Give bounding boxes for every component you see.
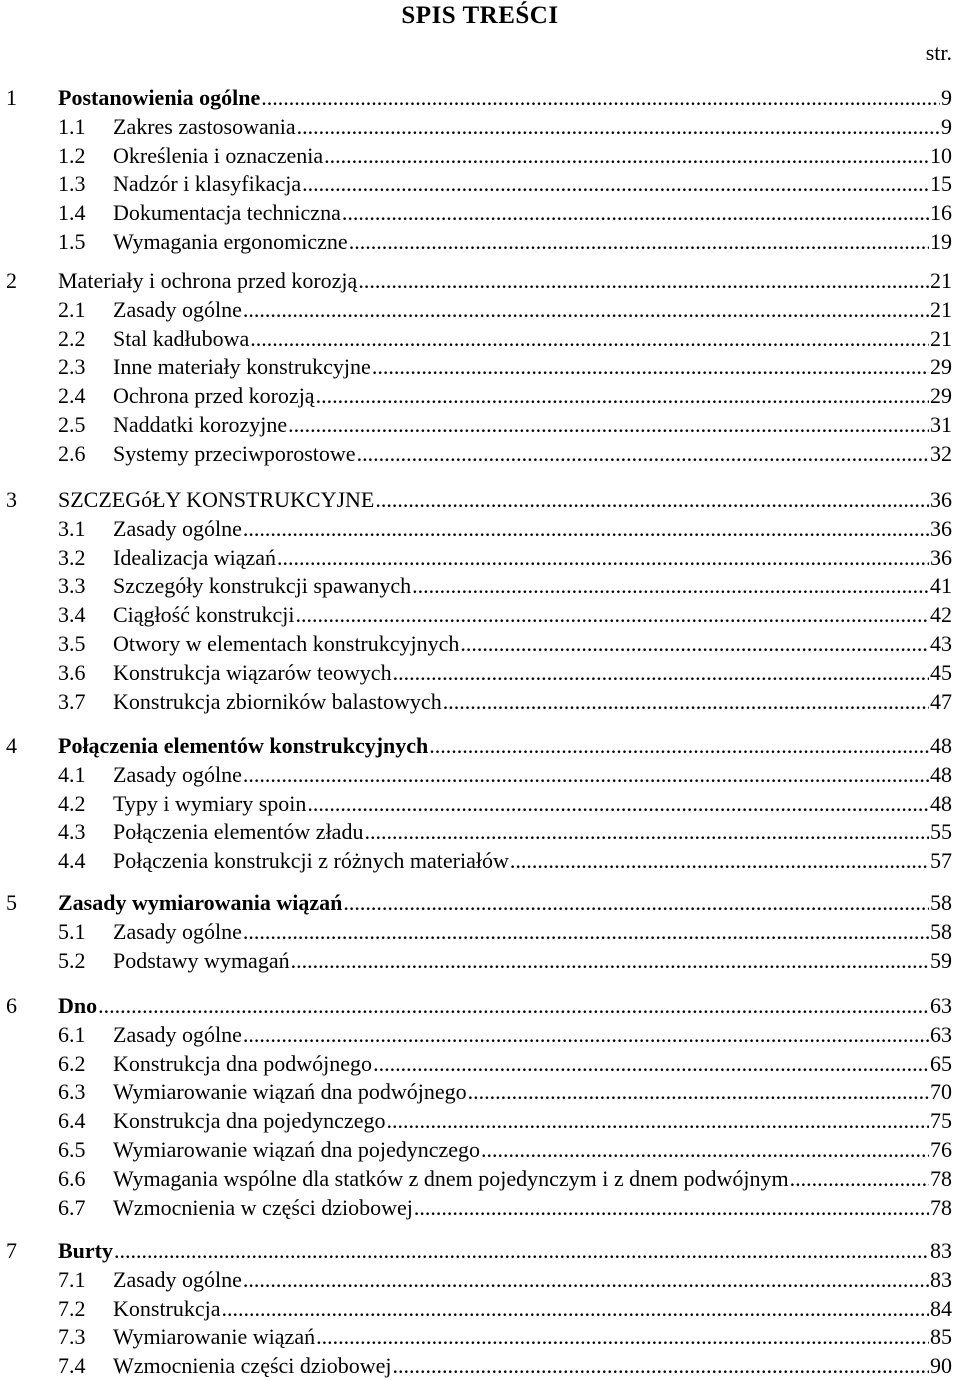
entry-number: 2.1 [58,296,86,322]
entry-page-number: 78 [930,1194,952,1220]
entry-page-number: 32 [930,440,952,466]
dot-leader [343,889,929,917]
dot-leader [302,170,929,198]
entry-page-number: 21 [930,296,952,322]
entry-page-number: 36 [930,487,952,512]
dot-leader [790,1165,929,1193]
entry-title: Zasady wymiarowania wiązań [58,890,343,915]
entry-page-number: 63 [930,1021,952,1047]
entry-label-line [113,659,952,687]
entry-number: 3 [6,487,17,512]
dot-leader [261,84,940,112]
entry-label-line [113,818,952,846]
dot-leader [98,992,929,1020]
entry-number: 7.2 [58,1295,86,1321]
entry-page-number: 45 [930,659,952,685]
entry-number: 3.4 [58,602,86,628]
entry-label-line [113,1295,952,1323]
entry-title: Nadzór i klasyfikacja [113,171,302,197]
entry-page-number: 9 [941,85,952,110]
toc-chapter-5[interactable] [0,889,960,917]
dot-leader [114,1237,929,1265]
toc-entry-3-6[interactable] [0,659,960,687]
dot-leader [375,486,929,514]
entry-page-number: 48 [930,790,952,816]
entry-page-number: 48 [930,761,952,787]
dot-leader [243,515,929,543]
entry-number: 4.2 [58,790,86,816]
entry-number: 7 [6,1238,17,1263]
entry-title: Dokumentacja techniczna [113,200,341,226]
toc-entry-3-3[interactable] [0,572,960,600]
toc-entry-3-1[interactable] [0,515,960,543]
dot-leader [291,947,929,975]
toc-entry-6-3[interactable] [0,1078,960,1106]
entry-page-number: 76 [930,1137,952,1162]
entry-number: 5 [6,890,17,915]
entry-page-number: 59 [930,947,952,973]
entry-label-line [113,170,952,198]
entry-title: Naddatki korozyjne [113,412,288,437]
dot-leader [324,142,929,170]
entry-page-number: 58 [930,890,952,915]
dot-leader [295,601,929,629]
entry-number: 6.1 [58,1021,86,1047]
entry-title: Stal kadłubowa [113,325,250,351]
toc-entry-3-7[interactable] [0,688,960,716]
entry-page-number: 55 [930,819,952,845]
dot-leader [342,199,929,227]
entry-number: 7.1 [58,1266,86,1292]
entry-number: 5.2 [58,947,86,973]
toc-entry-6-6[interactable] [0,1165,960,1193]
toc-chapter-2[interactable] [0,267,960,295]
entry-title: Konstrukcja zbiorników balastowych [113,688,442,714]
entry-number: 1.3 [58,171,86,197]
toc-entry-1-4[interactable] [0,199,960,227]
dot-leader [460,630,929,658]
entry-page-number: 19 [930,229,952,254]
entry-number: 3.3 [58,573,86,599]
entry-page-number: 9 [941,113,952,139]
entry-page-number: 29 [930,383,952,409]
entry-page-number: 90 [930,1353,952,1379]
entry-label-line [113,1050,952,1078]
entry-label-line [113,1107,952,1135]
toc-entry-2-6[interactable] [0,440,960,468]
entry-title: Połączenia elementów konstrukcyjnych [58,733,429,758]
toc-entry-7-4[interactable] [0,1352,960,1380]
entry-number: 2 [6,268,17,293]
entry-label-line [113,440,952,468]
entry-title: Zasady ogólne [113,1266,242,1292]
entry-page-number: 43 [930,631,952,656]
toc-chapter-6[interactable] [0,992,960,1020]
entry-label-line [113,601,952,629]
dot-leader [243,1266,929,1294]
dot-leader [372,353,929,381]
entry-number: 6.3 [58,1079,86,1105]
entry-number: 1.4 [58,200,86,226]
toc-chapter-7[interactable] [0,1237,960,1265]
entry-title: Typy i wymiary spoin [113,790,307,816]
dot-leader [412,572,929,600]
toc-entry-1-3[interactable] [0,170,960,198]
entry-number: 2.4 [58,383,86,409]
toc-entry-1-5[interactable] [0,228,960,256]
entry-title: Ochrona przed korozją [113,383,315,409]
entry-page-number: 21 [930,325,952,351]
dot-leader [243,296,929,324]
entry-title: Dno [58,993,98,1018]
toc-entry-3-5[interactable] [0,630,960,658]
toc-entry-6-2[interactable] [0,1050,960,1078]
toc-entry-6-5[interactable] [0,1136,960,1164]
dot-leader [429,732,929,760]
entry-page-number: 75 [930,1108,952,1134]
entry-label-line [113,630,952,658]
entry-label-line [113,142,952,170]
entry-page-number: 31 [930,412,952,437]
entry-page-number: 16 [930,200,952,226]
toc-entry-6-7[interactable] [0,1194,960,1222]
entry-title: Podstawy wymagań [113,947,290,973]
entry-page-number: 36 [930,515,952,541]
entry-page-number: 10 [930,142,952,168]
dot-leader [510,847,929,875]
entry-title: Inne materiały konstrukcyjne [113,354,371,380]
dot-leader [373,1050,929,1078]
entry-label-line [113,228,952,256]
entry-label-line [113,1194,952,1222]
dot-leader [393,1352,929,1380]
entry-number: 2.5 [58,412,86,437]
toc-entry-7-2[interactable] [0,1295,960,1323]
entry-title: Szczegóły konstrukcji spawanych [113,573,412,599]
entry-label-line [113,572,952,600]
dot-leader [364,818,929,846]
entry-label-line [113,1352,952,1380]
entry-page-number: 83 [930,1238,952,1263]
entry-page-number: 57 [930,848,952,874]
entry-number: 6.7 [58,1194,86,1220]
dot-leader [393,659,929,687]
entry-title: Wymagania wspólne dla statków z dnem pojedynczym i z dnem podwójnym [113,1165,789,1191]
entry-title: Systemy przeciwporostowe [113,440,356,466]
dot-leader [357,440,929,468]
entry-label-line [113,353,952,381]
entry-title: Połączenia elementów zładu [113,819,364,845]
entry-title: Wzmocnienia w części dziobowej [113,1194,413,1220]
entry-title: Konstrukcja [113,1295,221,1321]
dot-leader [481,1136,929,1164]
entry-title: Wymiarowanie wiązań [113,1324,316,1350]
entry-label-line [113,1323,952,1351]
entry-label-line [113,544,952,572]
toc-chapter-3[interactable] [0,486,960,514]
entry-page-number: 85 [930,1324,952,1350]
toc-entry-5-1[interactable] [0,918,960,946]
page-title: SPIS TREŚCI [401,2,559,29]
toc-entry-7-1[interactable] [0,1266,960,1294]
toc-entry-5-2[interactable] [0,947,960,975]
entry-number: 7.4 [58,1353,86,1379]
entry-label-line [113,1021,952,1049]
toc-entry-3-2[interactable] [0,544,960,572]
entry-title: Konstrukcja wiązarów teowych [113,659,392,685]
entry-page-number: 84 [930,1295,952,1321]
dot-leader [243,761,929,789]
toc-entry-4-3[interactable] [0,818,960,846]
entry-number: 4.1 [58,761,86,787]
toc-chapter-1[interactable] [0,84,960,112]
entry-number: 6.2 [58,1050,86,1076]
dot-leader [297,113,940,141]
entry-number: 3.6 [58,659,86,685]
dot-leader [222,1295,929,1323]
page-column-label: str. [925,40,952,65]
entry-title: Materiały i ochrona przed korozją [58,268,358,293]
entry-title: Określenia i oznaczenia [113,142,324,168]
entry-title: Zakres zastosowania [113,113,296,139]
entry-number: 1.5 [58,229,86,254]
entry-title: Zasady ogólne [113,761,242,787]
entry-number: 1 [6,85,17,110]
dot-leader [316,382,929,410]
entry-number: 4.3 [58,819,86,845]
toc-entry-3-4[interactable] [0,601,960,629]
toc-entry-4-4[interactable] [0,847,960,875]
dot-leader [243,1021,929,1049]
entry-number: 3.1 [58,515,86,541]
entry-label-line [113,688,952,716]
entry-label-line [58,486,952,514]
entry-number: 4.4 [58,848,86,874]
entry-title: Zasady ogólne [113,1021,242,1047]
entry-label-line [58,267,952,295]
toc-entry-4-2[interactable] [0,790,960,818]
entry-number: 6.4 [58,1108,86,1134]
entry-label-line [113,1266,952,1294]
entry-title: Zasady ogólne [113,918,242,944]
dot-leader [277,544,929,572]
dot-leader [443,688,929,716]
entry-page-number: 15 [930,171,952,197]
entry-page-number: 70 [930,1079,952,1105]
entry-label-line [58,732,952,760]
entry-page-number: 21 [930,268,952,293]
entry-label-line [113,382,952,410]
entry-number: 7.3 [58,1324,86,1350]
entry-number: 1.2 [58,142,86,168]
entry-label-line [113,199,952,227]
entry-title: SZCZEGóŁY KONSTRUKCYJNE [58,487,375,512]
entry-page-number: 36 [930,544,952,570]
entry-label-line [113,515,952,543]
entry-label-line [113,761,952,789]
entry-page-number: 83 [930,1266,952,1292]
entry-label-line [113,1136,952,1164]
dot-leader [414,1194,929,1222]
entry-label-line [58,1237,952,1265]
entry-label-line [113,296,952,324]
toc-chapter-4[interactable] [0,732,960,760]
entry-number: 2.3 [58,354,86,380]
entry-title: Wzmocnienia części dziobowej [113,1353,392,1379]
entry-label-line [113,411,952,439]
dot-leader [243,918,929,946]
entry-page-number: 29 [930,354,952,380]
entry-page-number: 63 [930,993,952,1018]
entry-number: 1.1 [58,113,86,139]
toc-entry-2-5[interactable] [0,411,960,439]
entry-label-line [58,84,952,112]
entry-title: Zasady ogólne [113,515,242,541]
entry-title: Zasady ogólne [113,296,242,322]
dot-leader [349,228,929,256]
entry-label-line [113,790,952,818]
toc-entry-7-3[interactable] [0,1323,960,1351]
entry-page-number: 48 [930,733,952,758]
entry-number: 4 [6,733,17,758]
entry-title: Wymiarowanie wiązań dna pojedynczego [113,1137,481,1162]
entry-page-number: 65 [930,1050,952,1076]
entry-title: Postanowienia ogólne [58,85,261,110]
toc-entry-6-4[interactable] [0,1107,960,1135]
dot-leader [250,325,929,353]
entry-label-line [58,889,952,917]
dot-leader [288,411,929,439]
entry-page-number: 78 [930,1165,952,1191]
entry-label-line [113,1165,952,1193]
entry-label-line [113,1078,952,1106]
entry-number: 6.5 [58,1137,86,1162]
dot-leader [307,790,929,818]
entry-page-number: 58 [930,918,952,944]
toc-entry-2-4[interactable] [0,382,960,410]
entry-title: Wymiarowanie wiązań dna podwójnego [113,1079,467,1105]
entry-number: 6 [6,993,17,1018]
dot-leader [386,1107,929,1135]
entry-label-line [113,113,952,141]
toc-entry-6-1[interactable] [0,1021,960,1049]
dot-leader [468,1078,929,1106]
entry-title: Otwory w elementach konstrukcyjnych [113,631,460,656]
entry-label-line [113,947,952,975]
toc-entry-4-1[interactable] [0,761,960,789]
entry-number: 5.1 [58,918,86,944]
entry-title: Idealizacja wiązań [113,544,277,570]
toc-entry-2-2[interactable] [0,325,960,353]
toc-entry-1-2[interactable] [0,142,960,170]
entry-title: Wymagania ergonomiczne [113,229,348,254]
toc-entry-1-1[interactable] [0,113,960,141]
dot-leader [358,267,929,295]
entry-title: Ciągłość konstrukcji [113,602,295,628]
toc-entry-2-1[interactable] [0,296,960,324]
entry-title: Konstrukcja dna podwójnego [113,1050,373,1076]
entry-page-number: 41 [930,573,952,599]
entry-number: 6.6 [58,1165,86,1191]
entry-page-number: 47 [930,688,952,714]
entry-title: Burty [58,1238,113,1263]
entry-page-number: 42 [930,602,952,628]
entry-number: 3.5 [58,631,86,656]
entry-number: 2.6 [58,440,86,466]
entry-label-line [113,847,952,875]
entry-label-line [58,992,952,1020]
toc-entry-2-3[interactable] [0,353,960,381]
entry-title: Konstrukcja dna pojedynczego [113,1108,386,1134]
entry-title: Połączenia konstrukcji z różnych materiałów [113,848,509,874]
entry-number: 3.2 [58,544,86,570]
entry-label-line [113,918,952,946]
dot-leader [316,1323,929,1351]
entry-number: 3.7 [58,688,86,714]
entry-number: 2.2 [58,325,86,351]
entry-label-line [113,325,952,353]
